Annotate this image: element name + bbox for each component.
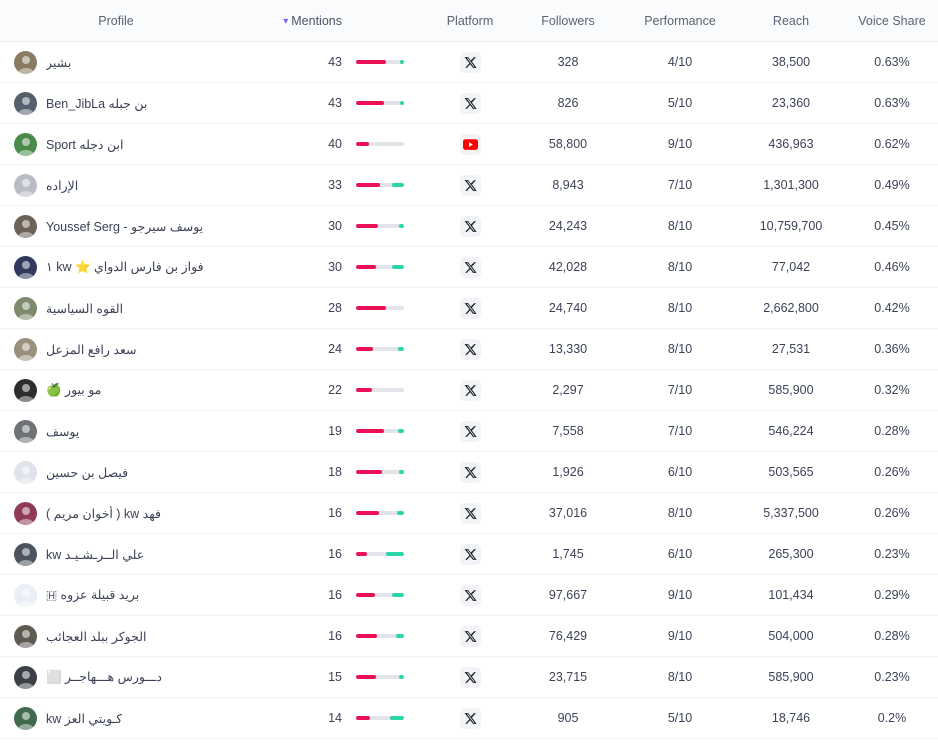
table-row[interactable] bbox=[0, 698, 938, 739]
sentiment-bar-negative bbox=[356, 429, 384, 433]
performance-score: 9/10 bbox=[667, 588, 693, 602]
table-row[interactable] bbox=[0, 329, 938, 370]
avatar bbox=[14, 625, 37, 648]
platform-cell bbox=[428, 134, 512, 155]
profile-cell[interactable] bbox=[0, 379, 232, 402]
sentiment-bar-positive bbox=[392, 183, 404, 187]
voice-share-value: 0.42% bbox=[874, 301, 910, 315]
reach-count: 23,360 bbox=[771, 96, 811, 110]
sentiment-bar bbox=[342, 593, 428, 597]
profile-cell[interactable] bbox=[0, 51, 232, 74]
sentiment-bar-negative bbox=[356, 634, 377, 638]
column-header-voice-share[interactable]: Voice Share bbox=[858, 13, 926, 28]
sentiment-bar bbox=[342, 306, 428, 310]
avatar bbox=[14, 502, 37, 525]
sentiment-bar-negative bbox=[356, 224, 378, 228]
sentiment-bar-positive bbox=[400, 60, 404, 64]
profile-cell[interactable] bbox=[0, 543, 232, 566]
platform-cell bbox=[428, 626, 512, 647]
sentiment-bar-track bbox=[356, 470, 404, 474]
followers-count: 8,943 bbox=[552, 178, 584, 192]
sentiment-bar-negative bbox=[356, 142, 369, 146]
voice-share-value: 0.28% bbox=[874, 424, 910, 438]
sentiment-bar bbox=[342, 429, 428, 433]
profile-name: بريد قبيلة عزوه 🇭 bbox=[46, 588, 140, 602]
table-row[interactable] bbox=[0, 83, 938, 124]
sentiment-bar-negative bbox=[356, 511, 379, 515]
mentions-count: 14 bbox=[328, 711, 342, 725]
sentiment-bar bbox=[342, 634, 428, 638]
platform-cell bbox=[428, 298, 512, 319]
followers-count: 905 bbox=[557, 711, 579, 725]
reach-count: 2,662,800 bbox=[763, 301, 819, 315]
profile-cell[interactable] bbox=[0, 625, 232, 648]
sentiment-bar-track bbox=[356, 388, 404, 392]
profile-cell[interactable] bbox=[0, 461, 232, 484]
reach-count: 504,000 bbox=[768, 629, 814, 643]
profile-name: مو بيور 🍏 bbox=[46, 383, 102, 397]
reach-count: 585,900 bbox=[768, 383, 814, 397]
reach-count: 27,531 bbox=[771, 342, 811, 356]
performance-score: 8/10 bbox=[667, 506, 693, 520]
x-icon bbox=[460, 585, 481, 606]
avatar bbox=[14, 215, 37, 238]
sentiment-bar bbox=[342, 470, 428, 474]
sentiment-bar bbox=[342, 101, 428, 105]
table-row[interactable] bbox=[0, 657, 938, 698]
profile-cell[interactable] bbox=[0, 338, 232, 361]
sentiment-bar-negative bbox=[356, 183, 380, 187]
voice-share-value: 0.49% bbox=[874, 178, 910, 192]
sentiment-bar-negative bbox=[356, 552, 367, 556]
followers-count: 826 bbox=[557, 96, 579, 110]
mentions-count: 28 bbox=[328, 301, 342, 315]
profile-cell[interactable] bbox=[0, 174, 232, 197]
voice-share-value: 0.32% bbox=[874, 383, 910, 397]
platform-cell bbox=[428, 257, 512, 278]
x-icon bbox=[460, 257, 481, 278]
voice-share-value: 0.63% bbox=[874, 55, 910, 69]
followers-count: 24,243 bbox=[548, 219, 588, 233]
mentions-count: 30 bbox=[328, 260, 342, 274]
followers-count: 23,715 bbox=[548, 670, 588, 684]
chevron-down-icon: ▾ bbox=[283, 15, 289, 27]
followers-count: 58,800 bbox=[548, 137, 588, 151]
platform-cell bbox=[428, 544, 512, 565]
performance-score: 5/10 bbox=[667, 96, 693, 110]
mentions-count: 30 bbox=[328, 219, 342, 233]
mentions-count: 15 bbox=[328, 670, 342, 684]
profile-name: بشير bbox=[46, 55, 72, 70]
followers-count: 7,558 bbox=[552, 424, 584, 438]
performance-score: 7/10 bbox=[667, 178, 693, 192]
sentiment-bar-negative bbox=[356, 60, 386, 64]
platform-cell bbox=[428, 52, 512, 73]
sentiment-bar bbox=[342, 552, 428, 556]
x-icon bbox=[460, 216, 481, 237]
performance-score: 7/10 bbox=[667, 424, 693, 438]
profile-name: كـويتي العز kw bbox=[46, 711, 123, 726]
sentiment-bar-track bbox=[356, 634, 404, 638]
sentiment-bar bbox=[342, 183, 428, 187]
profile-name: بن جبله Ben_JibLa bbox=[46, 96, 148, 111]
column-header-mentions[interactable] bbox=[232, 14, 342, 28]
sentiment-bar-track bbox=[356, 306, 404, 310]
sentiment-bar-negative bbox=[356, 265, 376, 269]
sentiment-bar-positive bbox=[398, 429, 404, 433]
mentions-count: 18 bbox=[328, 465, 342, 479]
sentiment-bar-negative bbox=[356, 716, 370, 720]
profile-name: دـــورس هـــهاجــر ⬜ bbox=[46, 670, 162, 684]
mentions-count: 16 bbox=[328, 588, 342, 602]
x-icon bbox=[460, 626, 481, 647]
sentiment-bar-track bbox=[356, 183, 404, 187]
followers-count: 2,297 bbox=[552, 383, 584, 397]
profile-cell[interactable] bbox=[0, 420, 232, 443]
sentiment-bar-positive bbox=[399, 224, 404, 228]
reach-count: 10,759,700 bbox=[759, 219, 823, 233]
avatar bbox=[14, 174, 37, 197]
profile-cell[interactable] bbox=[0, 215, 232, 238]
sentiment-bar-positive bbox=[399, 470, 404, 474]
performance-score: 8/10 bbox=[667, 342, 693, 356]
avatar bbox=[14, 420, 37, 443]
reach-count: 585,900 bbox=[768, 670, 814, 684]
followers-count: 328 bbox=[557, 55, 579, 69]
platform-cell bbox=[428, 708, 512, 729]
mentions-count: 16 bbox=[328, 629, 342, 643]
sentiment-bar bbox=[342, 716, 428, 720]
platform-cell bbox=[428, 175, 512, 196]
sentiment-bar-negative bbox=[356, 675, 376, 679]
table-row[interactable] bbox=[0, 575, 938, 616]
sentiment-bar bbox=[342, 511, 428, 515]
reach-count: 265,300 bbox=[768, 547, 814, 561]
sentiment-bar-track bbox=[356, 552, 404, 556]
sentiment-bar-positive bbox=[398, 347, 404, 351]
voice-share-value: 0.62% bbox=[874, 137, 910, 151]
avatar bbox=[14, 666, 37, 689]
profile-cell[interactable] bbox=[0, 502, 232, 525]
followers-count: 97,667 bbox=[548, 588, 588, 602]
mentions-count: 22 bbox=[328, 383, 342, 397]
sentiment-bar-track bbox=[356, 716, 404, 720]
x-icon bbox=[460, 380, 481, 401]
sentiment-bar-positive bbox=[397, 511, 404, 515]
x-icon bbox=[460, 708, 481, 729]
sentiment-bar bbox=[342, 265, 428, 269]
column-header-profile[interactable]: Profile bbox=[98, 13, 134, 28]
table-row[interactable] bbox=[0, 42, 938, 83]
platform-cell bbox=[428, 339, 512, 360]
profile-name: يوسف سيرجو - Youssef Serg bbox=[46, 219, 204, 234]
followers-count: 76,429 bbox=[548, 629, 588, 643]
mentions-count: 43 bbox=[328, 96, 342, 110]
avatar bbox=[14, 584, 37, 607]
sentiment-bar-negative bbox=[356, 347, 373, 351]
profile-name: ابن دجله Sport bbox=[46, 137, 124, 152]
sentiment-bar-negative bbox=[356, 470, 382, 474]
avatar bbox=[14, 338, 37, 361]
voice-share-value: 0.26% bbox=[874, 465, 910, 479]
table-row[interactable] bbox=[0, 370, 938, 411]
x-icon bbox=[460, 52, 481, 73]
platform-cell bbox=[428, 667, 512, 688]
performance-score: 8/10 bbox=[667, 670, 693, 684]
performance-score: 8/10 bbox=[667, 260, 693, 274]
column-header-mentions-label: Mentions bbox=[291, 13, 342, 28]
x-icon bbox=[460, 421, 481, 442]
avatar bbox=[14, 256, 37, 279]
column-header-performance[interactable]: Performance bbox=[644, 13, 716, 28]
followers-count: 24,740 bbox=[548, 301, 588, 315]
profile-cell[interactable] bbox=[0, 256, 232, 279]
sentiment-bar-negative bbox=[356, 593, 375, 597]
mentions-count: 24 bbox=[328, 342, 342, 356]
profile-name: القوه السياسية bbox=[46, 301, 124, 316]
sentiment-bar-negative bbox=[356, 388, 372, 392]
table-body bbox=[0, 42, 938, 739]
platform-cell bbox=[428, 93, 512, 114]
table-row[interactable] bbox=[0, 534, 938, 575]
table-row[interactable] bbox=[0, 206, 938, 247]
avatar bbox=[14, 51, 37, 74]
voice-share-value: 0.26% bbox=[874, 506, 910, 520]
performance-score: 7/10 bbox=[667, 383, 693, 397]
sentiment-bar-negative bbox=[356, 101, 384, 105]
sentiment-bar-track bbox=[356, 265, 404, 269]
reach-count: 436,963 bbox=[768, 137, 814, 151]
x-icon bbox=[460, 544, 481, 565]
sentiment-bar bbox=[342, 224, 428, 228]
reach-count: 38,500 bbox=[771, 55, 811, 69]
platform-cell bbox=[428, 503, 512, 524]
performance-score: 5/10 bbox=[667, 711, 693, 725]
profile-cell[interactable] bbox=[0, 92, 232, 115]
profile-name: الإراده bbox=[46, 178, 79, 193]
x-icon bbox=[460, 667, 481, 688]
platform-cell bbox=[428, 421, 512, 442]
profile-cell[interactable] bbox=[0, 584, 232, 607]
followers-count: 42,028 bbox=[548, 260, 588, 274]
followers-count: 13,330 bbox=[548, 342, 588, 356]
reach-count: 18,746 bbox=[771, 711, 811, 725]
profile-name: فهد kw ( أخوان مريم ) bbox=[46, 506, 161, 521]
performance-score: 9/10 bbox=[667, 629, 693, 643]
platform-cell bbox=[428, 585, 512, 606]
sentiment-bar bbox=[342, 675, 428, 679]
reach-count: 5,337,500 bbox=[763, 506, 819, 520]
sentiment-bar bbox=[342, 388, 428, 392]
profile-name: فواز بن فارس الدواي ⭐ kw ١ bbox=[46, 260, 204, 274]
voice-share-value: 0.23% bbox=[874, 670, 910, 684]
reach-count: 503,565 bbox=[768, 465, 814, 479]
sentiment-bar-negative bbox=[356, 306, 386, 310]
sentiment-bar-track bbox=[356, 675, 404, 679]
x-icon bbox=[460, 339, 481, 360]
platform-cell bbox=[428, 462, 512, 483]
sentiment-bar-positive bbox=[392, 265, 404, 269]
performance-score: 4/10 bbox=[667, 55, 693, 69]
sentiment-bar-positive bbox=[392, 593, 404, 597]
x-icon bbox=[460, 503, 481, 524]
profile-name: فيصل بن حسين bbox=[46, 465, 129, 480]
sentiment-bar-track bbox=[356, 593, 404, 597]
table-row[interactable] bbox=[0, 493, 938, 534]
performance-score: 9/10 bbox=[667, 137, 693, 151]
mentions-count: 43 bbox=[328, 55, 342, 69]
sentiment-bar-positive bbox=[400, 101, 404, 105]
sentiment-bar-track bbox=[356, 101, 404, 105]
sentiment-bar-positive bbox=[386, 552, 404, 556]
sentiment-bar bbox=[342, 347, 428, 351]
x-icon bbox=[460, 462, 481, 483]
avatar bbox=[14, 379, 37, 402]
avatar bbox=[14, 133, 37, 156]
profile-name: سعد رافع المزعل bbox=[46, 342, 137, 357]
table-row[interactable] bbox=[0, 288, 938, 329]
performance-score: 6/10 bbox=[667, 547, 693, 561]
reach-count: 77,042 bbox=[771, 260, 811, 274]
avatar bbox=[14, 543, 37, 566]
voice-share-value: 0.29% bbox=[874, 588, 910, 602]
table-row[interactable] bbox=[0, 411, 938, 452]
table-row[interactable] bbox=[0, 616, 938, 657]
reach-count: 101,434 bbox=[768, 588, 814, 602]
performance-score: 6/10 bbox=[667, 465, 693, 479]
voice-share-value: 0.2% bbox=[877, 711, 907, 725]
column-header-followers[interactable]: Followers bbox=[541, 13, 595, 28]
x-icon bbox=[460, 175, 481, 196]
sentiment-bar-track bbox=[356, 347, 404, 351]
table-row[interactable] bbox=[0, 165, 938, 206]
avatar bbox=[14, 92, 37, 115]
avatar bbox=[14, 461, 37, 484]
reach-count: 1,301,300 bbox=[763, 178, 819, 192]
profile-cell[interactable] bbox=[0, 707, 232, 730]
x-icon bbox=[460, 93, 481, 114]
sentiment-bar-positive bbox=[390, 716, 404, 720]
avatar bbox=[14, 707, 37, 730]
sentiment-bar bbox=[342, 60, 428, 64]
sentiment-bar-track bbox=[356, 429, 404, 433]
x-icon bbox=[460, 298, 481, 319]
sentiment-bar-positive bbox=[399, 675, 404, 679]
table-header-row bbox=[0, 0, 938, 42]
sentiment-bar-track bbox=[356, 60, 404, 64]
followers-count: 37,016 bbox=[548, 506, 588, 520]
mentions-count: 16 bbox=[328, 547, 342, 561]
avatar bbox=[14, 297, 37, 320]
sentiment-bar-track bbox=[356, 224, 404, 228]
table-row[interactable] bbox=[0, 124, 938, 165]
profile-name: الجوكر ببلد العجائب bbox=[46, 629, 147, 644]
sentiment-bar-positive bbox=[396, 634, 404, 638]
followers-count: 1,745 bbox=[552, 547, 584, 561]
platform-cell bbox=[428, 216, 512, 237]
followers-count: 1,926 bbox=[552, 465, 584, 479]
table-row[interactable] bbox=[0, 247, 938, 288]
sentiment-bar-track bbox=[356, 142, 404, 146]
youtube-icon bbox=[460, 134, 481, 155]
profile-cell[interactable] bbox=[0, 133, 232, 156]
mentions-count: 33 bbox=[328, 178, 342, 192]
performance-score: 8/10 bbox=[667, 301, 693, 315]
profile-cell[interactable] bbox=[0, 666, 232, 689]
column-header-platform[interactable]: Platform bbox=[446, 13, 494, 28]
profile-cell[interactable] bbox=[0, 297, 232, 320]
sentiment-bar bbox=[342, 142, 428, 146]
voice-share-value: 0.23% bbox=[874, 547, 910, 561]
reach-count: 546,224 bbox=[768, 424, 814, 438]
profile-name: يوسف bbox=[46, 424, 80, 439]
performance-score: 8/10 bbox=[667, 219, 693, 233]
mentions-count: 40 bbox=[328, 137, 342, 151]
sentiment-bar-track bbox=[356, 511, 404, 515]
platform-cell bbox=[428, 380, 512, 401]
voice-share-value: 0.63% bbox=[874, 96, 910, 110]
voice-share-value: 0.45% bbox=[874, 219, 910, 233]
voice-share-value: 0.46% bbox=[874, 260, 910, 274]
voice-share-value: 0.28% bbox=[874, 629, 910, 643]
column-header-reach[interactable]: Reach bbox=[772, 13, 810, 28]
profile-name: علي الــرـشـيـد kw bbox=[46, 547, 145, 562]
mentions-count: 16 bbox=[328, 506, 342, 520]
voice-share-value: 0.36% bbox=[874, 342, 910, 356]
table-row[interactable] bbox=[0, 452, 938, 493]
mentions-count: 19 bbox=[328, 424, 342, 438]
